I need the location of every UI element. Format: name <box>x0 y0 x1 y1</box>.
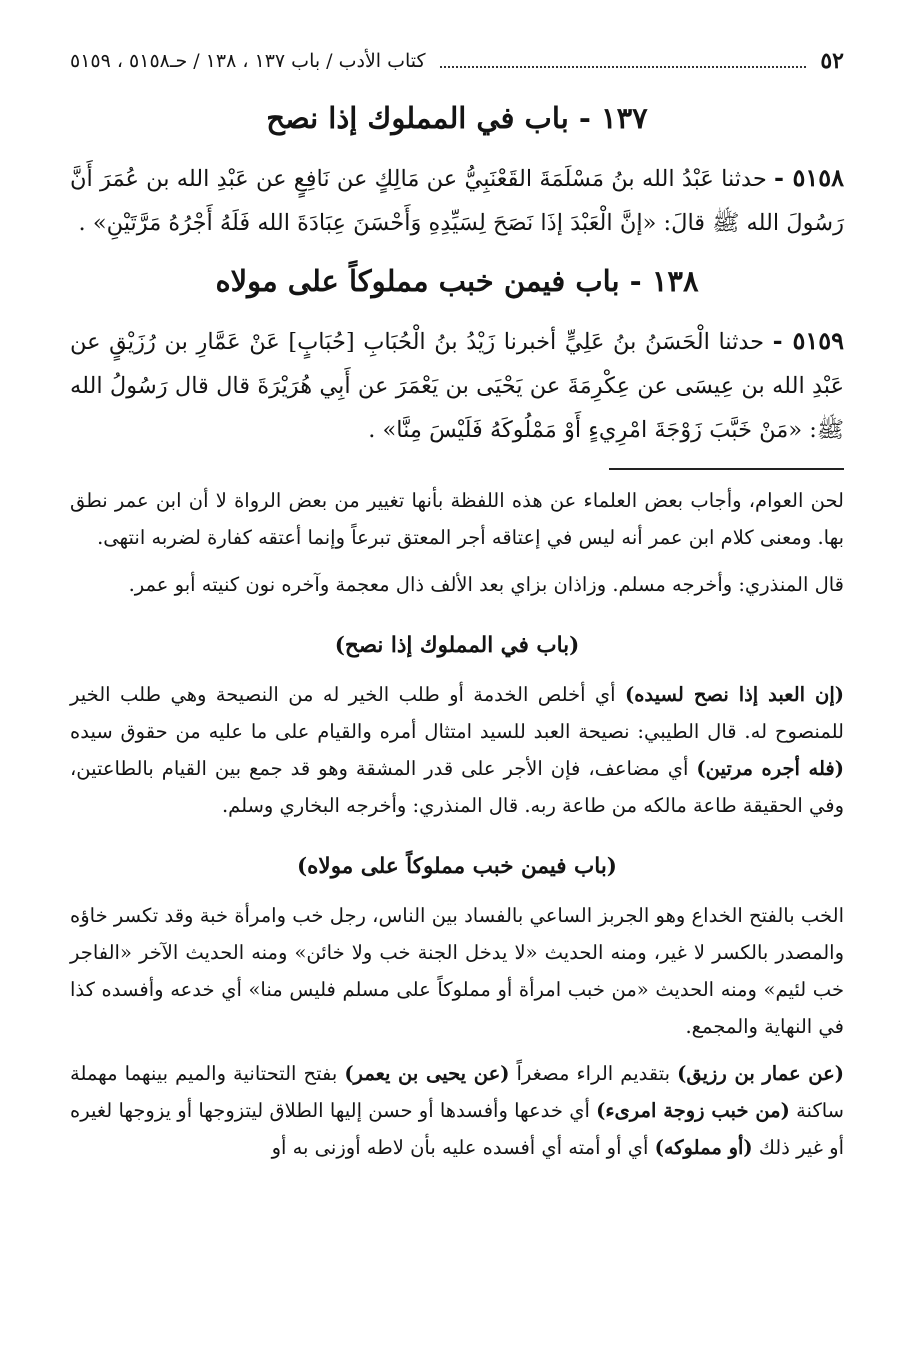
commentary-section-title: (باب فيمن خبب مملوكاً على مولاه) <box>297 854 617 879</box>
page-number: ٥٢ <box>820 48 844 74</box>
commentary-text: بفتح التحتانية والميم بينهما مهملة ساكنة <box>70 1062 845 1122</box>
quoted-phrase: (إن العبد إذا نصح لسيده) <box>624 683 844 706</box>
commentary-text: أي مضاعف، فإن الأجر على قدر المشقة وهو قد جمع بين القيام بالطاعتين، وفي الحقيقة طاعة مالكه من طاعة ربه. قال المنذري: وأخرجه البخاري وسلم. <box>70 757 844 817</box>
commentary-text: بتقديم الراء مصغراً <box>509 1062 678 1085</box>
commentary-text: أي أخلص الخدمة أو طلب الخير له من النصيحة وهي طلب الخير للمنصوح له. قال الطيبي: نصيحة العبد للسيد امتثال أمره والقيام على ما عليه من حقوق سيده <box>70 683 844 743</box>
running-title: كتاب الأدب / باب ١٣٧ ، ١٣٨ / حـ٥١٥٨ ، ٥١٥٩ <box>70 50 426 72</box>
quoted-phrase: (أو مملوكه) <box>654 1136 753 1159</box>
commentary <box>70 482 844 1166</box>
hadith-number: ٥١٥٨ - <box>774 163 845 192</box>
commentary-paragraph: الخب بالفتح الخداع وهو الجربز الساعي بالفساد بين الناس، رجل خب وامرأة خبة وقد تكسر خاؤه والمصدر بالكسر لا غير، ومنه الحديث «لا يدخل الجنة خب ولا خائن» ومنه الحديث الآخر «الفاجر خب لئيم» ومنه الحديث «من خبب امرأة أو مملوكاً على مسلم فليس منا» أي خدعه وأفسده كذا في النهاية والمجمع. <box>70 904 844 1038</box>
hadith-text: حدثنا عَبْدُ الله بنُ مَسْلَمَةَ القَعْنَبِيُّ عن مَالِكٍ عن نَافِعٍ عن عَبْدِ الله بن عُمَرَ أَنَّ رَسُولَ الله ﷺ قالَ: «إنَّ الْعَبْدَ إذَا نَصَحَ لِسَيِّدِهِ وَأَحْسَنَ عِبَادَةَ الله فَلَهُ أَجْرُهُ مَرَّتَيْنِ» . <box>70 166 844 236</box>
hadith-number: ٥١٥٩ - <box>772 326 844 355</box>
footnote-divider <box>609 468 844 470</box>
hadith-text: حدثنا الْحَسَنُ بنُ عَلِيٍّ أخبرنا زَيْدُ بنُ الْحُبَابِ [حُبَابٍ] عَنْ عَمَّارِ بن رُزَيْقٍ عن عَبْدِ الله بن عِيسَى عن عِكْرِمَةَ عن يَحْيَى بن يَعْمَرَ عن أَبِي هُرَيْرَةَ قال قال رَسُولُ الله ﷺ: «مَنْ خَبَّبَ زَوْجَةَ امْرِيءٍ أَوْ مَمْلُوكَهُ فَلَيْسَ مِنَّا» . <box>70 329 844 443</box>
commentary-paragraph <box>70 676 844 824</box>
running-header <box>70 40 844 82</box>
hadith-5158 <box>70 156 844 245</box>
leader-dots <box>440 54 807 68</box>
commentary-paragraph <box>70 1055 844 1166</box>
chapter-137-title: ١٣٧ - باب في المملوك إذا نصح <box>266 101 648 135</box>
hadith-5159 <box>70 319 844 452</box>
chapter-138-title: ١٣٨ - باب فيمن خبب مملوكاً على مولاه <box>215 264 699 298</box>
commentary-text: أي أو أمته أي أفسده عليه بأن لاطه أوزنى به أو <box>271 1136 655 1159</box>
quoted-phrase: (من خبب زوجة امرىء) <box>596 1099 790 1122</box>
commentary-paragraph: قال المنذري: وأخرجه مسلم. وزاذان بزاي بعد الألف ذال معجمة وآخره نون كنيته أبو عمر. <box>128 573 844 596</box>
quoted-phrase: (عن عمار بن رزيق) <box>677 1062 844 1085</box>
commentary-paragraph: لحن العوام، وأجاب بعض العلماء عن هذه اللفظة بأنها تغيير من بعض الرواة لا أن ابن عمر نطق بها. ومعنى كلام ابن عمر أنه ليس في إعتاقه أجر المعتق تبرعاً وإنما أعتقه كفارة لضربه انتهى. <box>70 489 844 549</box>
quoted-phrase: (عن يحيى بن يعمر) <box>344 1062 510 1085</box>
commentary-text: أي خدعها وأفسدها أو حسن إليها الطلاق ليتزوجها أو يزوجها لغيره أو غير ذلك <box>70 1099 844 1159</box>
quoted-phrase: (فله أجره مرتين) <box>696 757 844 780</box>
commentary-section-title: (باب في المملوك إذا نصح) <box>334 633 580 658</box>
